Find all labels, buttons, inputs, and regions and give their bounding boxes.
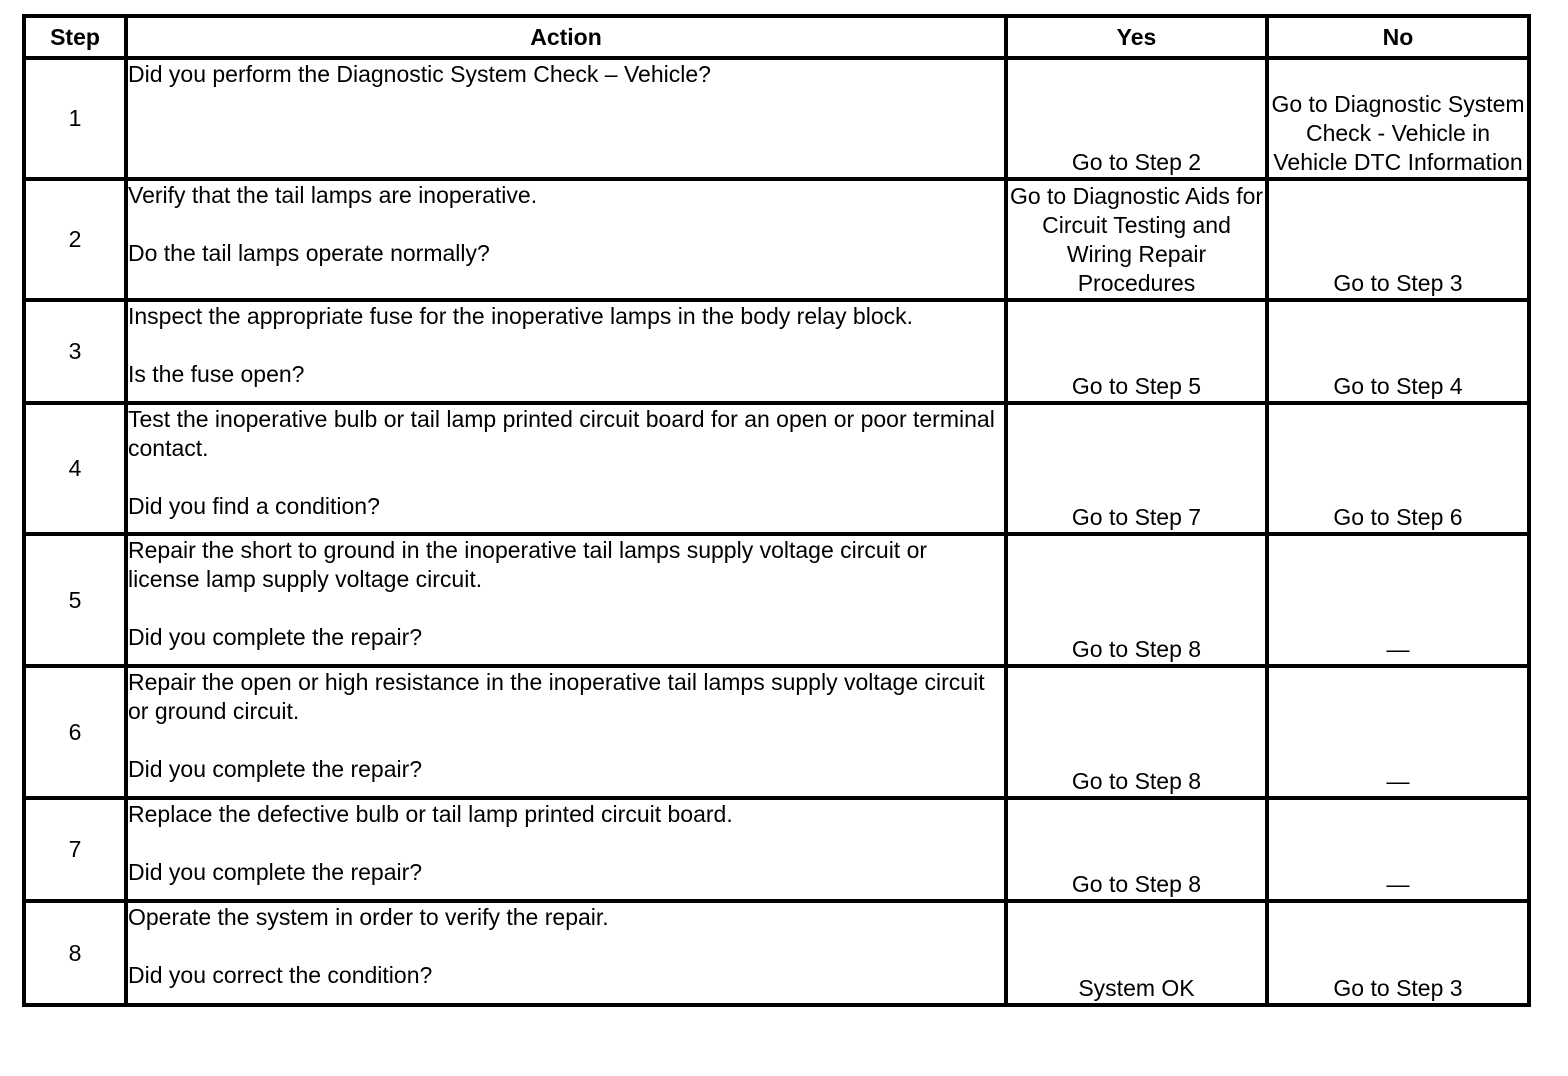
action-cell xyxy=(126,901,1006,1005)
action-question: Is the fuse open? xyxy=(128,361,305,387)
table-row xyxy=(24,179,1529,300)
action-question: Did you complete the repair? xyxy=(128,859,423,885)
no-result: Go to Step 3 xyxy=(1267,901,1529,1005)
yes-result: Go to Step 8 xyxy=(1006,666,1267,798)
action-cell xyxy=(126,179,1006,300)
yes-result: Go to Step 2 xyxy=(1006,58,1267,179)
action-question: Did you complete the repair? xyxy=(128,756,423,782)
no-result: Go to Step 6 xyxy=(1267,403,1529,534)
header-row xyxy=(24,16,1529,58)
table-row xyxy=(24,666,1529,798)
no-result: — xyxy=(1267,534,1529,666)
step-number: 4 xyxy=(24,403,126,534)
yes-result: System OK xyxy=(1006,901,1267,1005)
action-cell xyxy=(126,534,1006,666)
step-number: 5 xyxy=(24,534,126,666)
table-row xyxy=(24,58,1529,179)
header-action: Action xyxy=(126,16,1006,58)
table-row xyxy=(24,300,1529,403)
yes-result: Go to Step 7 xyxy=(1006,403,1267,534)
header-no: No xyxy=(1267,16,1529,58)
no-result: Go to Step 4 xyxy=(1267,300,1529,403)
action-cell xyxy=(126,666,1006,798)
table-row xyxy=(24,901,1529,1005)
step-number: 7 xyxy=(24,798,126,901)
action-text: Inspect the appropriate fuse for the inoperative lamps in the body relay block. xyxy=(128,303,914,329)
table-row xyxy=(24,798,1529,901)
action-text: Test the inoperative bulb or tail lamp printed circuit board for an open or poor terminal contact. xyxy=(128,406,995,461)
no-result: Go to Step 3 xyxy=(1267,179,1529,300)
action-cell xyxy=(126,300,1006,403)
no-result: — xyxy=(1267,666,1529,798)
action-question: Did you correct the condition? xyxy=(128,962,433,988)
action-text: Repair the short to ground in the inoperative tail lamps supply voltage circuit or license lamp supply voltage circuit. xyxy=(128,537,928,592)
action-text: Repair the open or high resistance in the inoperative tail lamps supply voltage circuit or ground circuit. xyxy=(128,669,985,724)
no-result: Go to Diagnostic System Check - Vehicle in Vehicle DTC Information xyxy=(1267,58,1529,179)
step-number: 2 xyxy=(24,179,126,300)
step-number: 3 xyxy=(24,300,126,403)
yes-result: Go to Step 5 xyxy=(1006,300,1267,403)
diagnostic-table xyxy=(22,14,1531,1007)
header-step: Step xyxy=(24,16,126,58)
action-text: Did you perform the Diagnostic System Check – Vehicle? xyxy=(128,61,711,87)
action-text: Replace the defective bulb or tail lamp printed circuit board. xyxy=(128,801,733,827)
yes-result: Go to Diagnostic Aids for Circuit Testing and Wiring Repair Procedures xyxy=(1006,179,1267,300)
action-cell xyxy=(126,403,1006,534)
action-question: Did you complete the repair? xyxy=(128,624,423,650)
table-row xyxy=(24,534,1529,666)
action-text: Verify that the tail lamps are inoperative. xyxy=(128,182,538,208)
action-cell xyxy=(126,798,1006,901)
yes-result: Go to Step 8 xyxy=(1006,798,1267,901)
step-number: 8 xyxy=(24,901,126,1005)
action-text: Operate the system in order to verify the repair. xyxy=(128,904,609,930)
step-number: 1 xyxy=(24,58,126,179)
yes-result: Go to Step 8 xyxy=(1006,534,1267,666)
table-row xyxy=(24,403,1529,534)
header-yes: Yes xyxy=(1006,16,1267,58)
step-number: 6 xyxy=(24,666,126,798)
action-cell xyxy=(126,58,1006,179)
action-question: Did you find a condition? xyxy=(128,493,380,519)
no-result: — xyxy=(1267,798,1529,901)
action-question: Do the tail lamps operate normally? xyxy=(128,240,490,266)
